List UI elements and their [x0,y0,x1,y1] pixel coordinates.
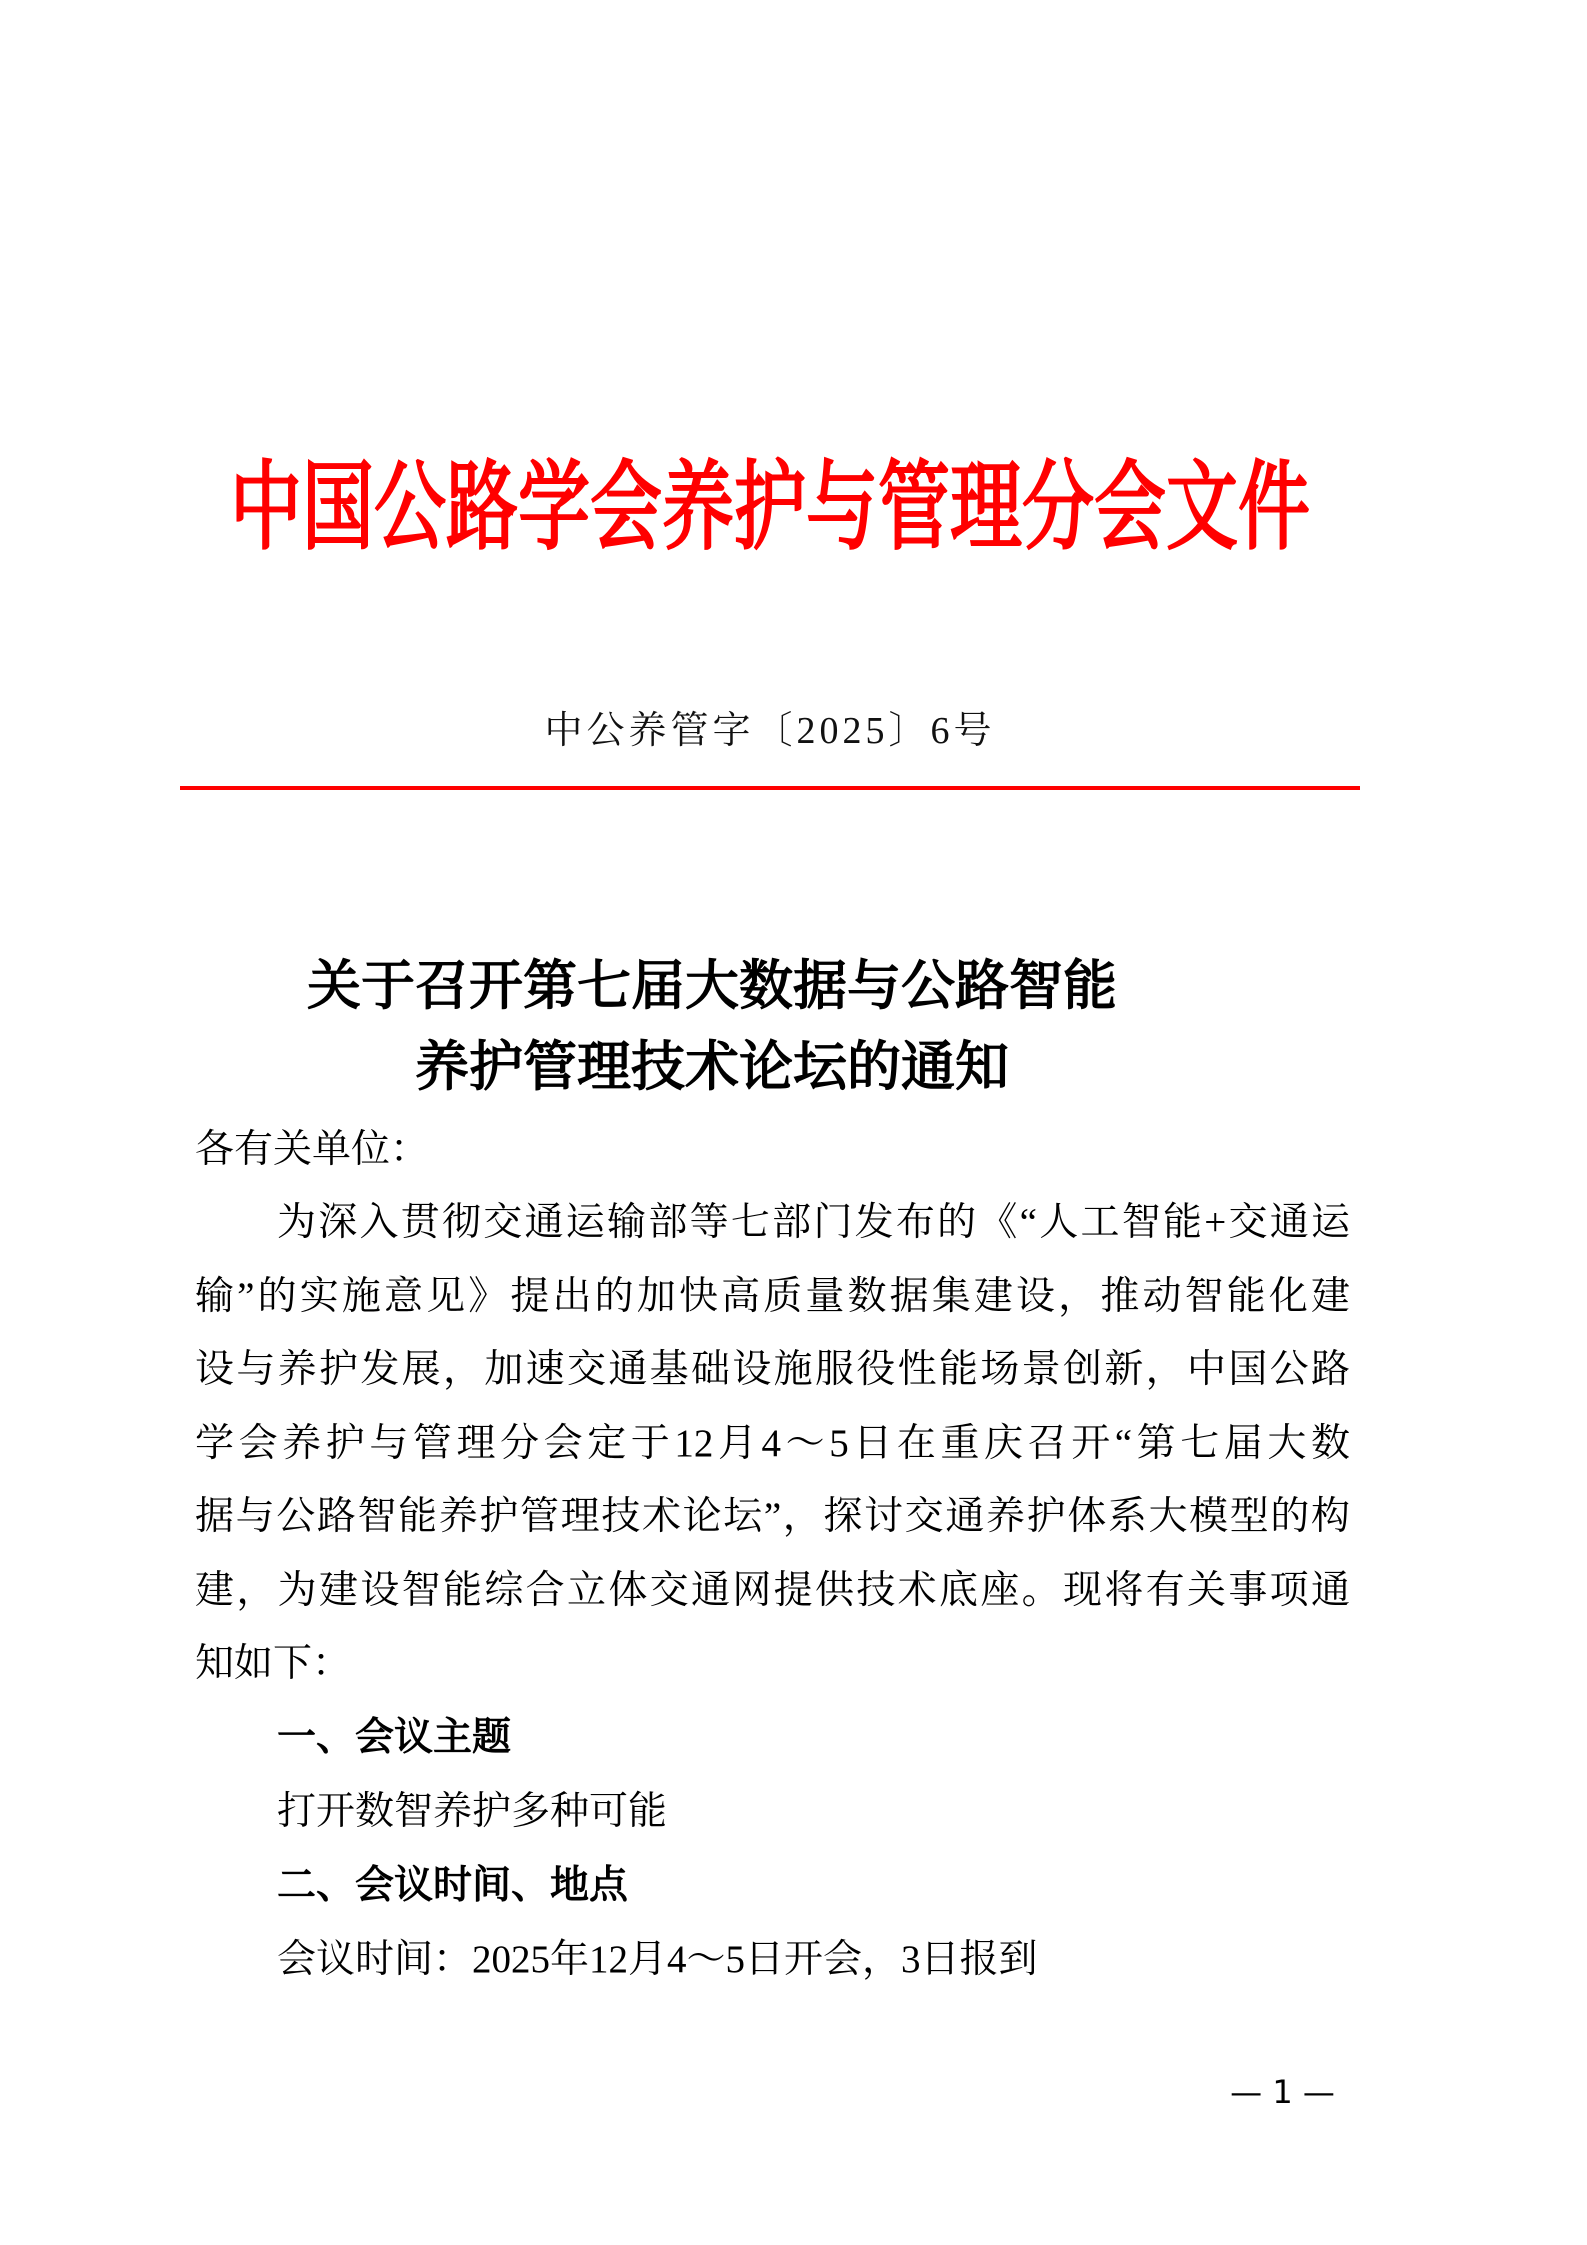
body-paragraph-line: 据与公路智能养护管理技术论坛”，探讨交通养护体系大模型的构 [195,1495,1350,1538]
body-paragraph-line: 知如下： [195,1642,352,1685]
section-content-meeting-time: 会议时间：2025年12月4～5日开会，3日报到 [277,1938,1038,1981]
body-paragraph-line: 输”的实施意见》提出的加快高质量数据集建设，推动智能化建 [195,1275,1350,1318]
issuer-red-header: 中国公路学会养护与管理分会文件 [229,448,1310,564]
body-paragraph-line: 设与养护发展，加速交通基础设施服役性能场景创新，中国公路 [195,1348,1350,1391]
section-heading-time-place: 二、会议时间、地点 [277,1863,629,1908]
salutation: 各有关单位： [195,1128,430,1171]
body-paragraph-line: 学会养护与管理分会定于12月4～5日在重庆召开“第七届大数 [195,1422,1350,1465]
body-paragraph-line: 为深入贯彻交通运输部等七部门发布的《“人工智能+交通运 [277,1201,1350,1244]
page-number: — 1 — [1230,2073,1335,2111]
red-divider-rule [180,786,1360,790]
document-number: 中公养管字〔2025〕6号 [544,710,996,752]
section-heading-theme: 一、会议主题 [277,1715,512,1760]
body-paragraph-line: 建，为建设智能综合立体交通网提供技术底座。现将有关事项通 [195,1569,1350,1612]
notice-title-line-2: 养护管理技术论坛的通知 [415,1034,1009,1098]
section-content-theme: 打开数智养护多种可能 [277,1790,668,1833]
notice-title-line-1: 关于召开第七届大数据与公路智能 [307,953,1117,1017]
